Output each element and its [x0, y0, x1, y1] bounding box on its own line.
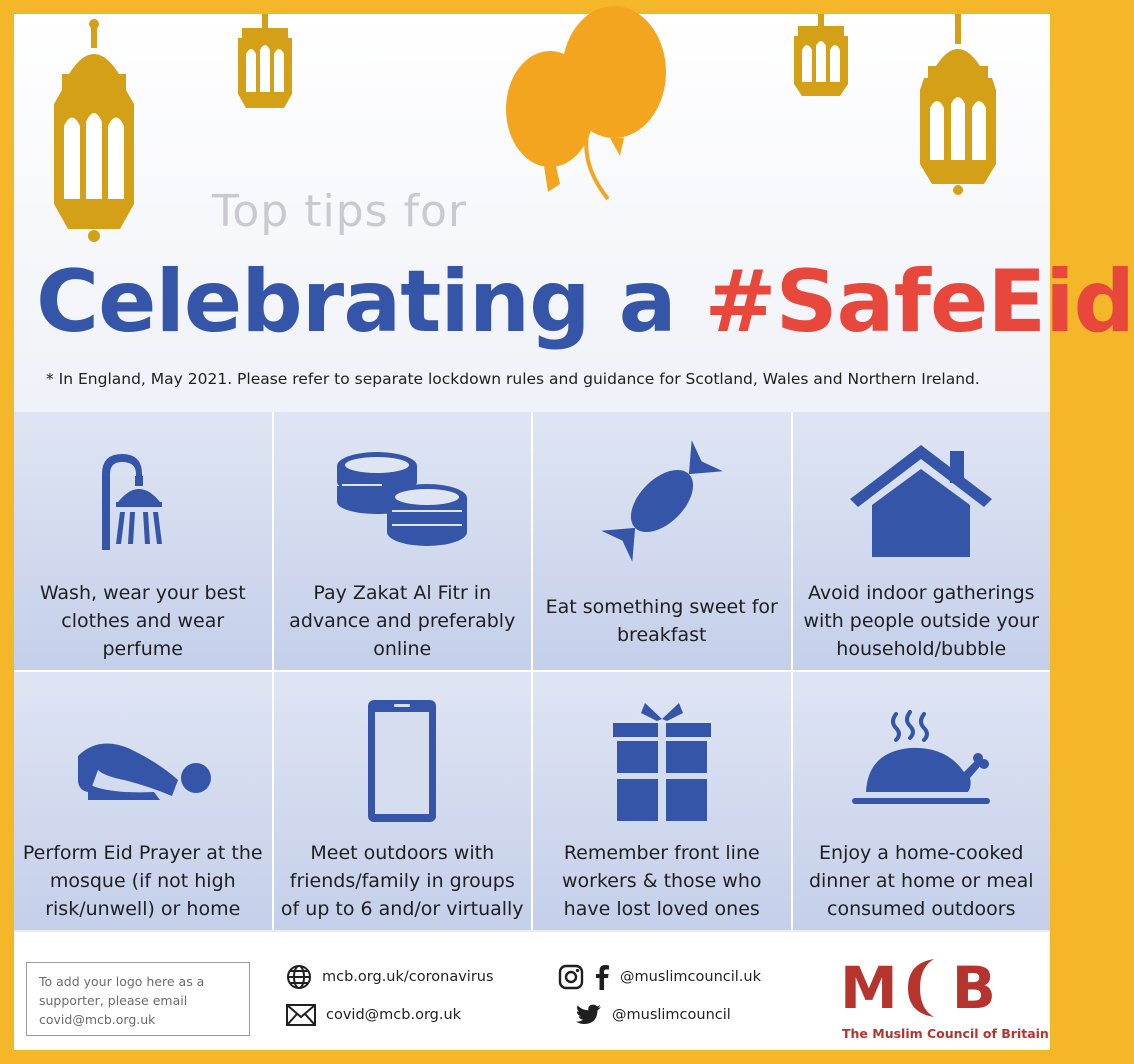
twitter-contact [576, 1004, 731, 1026]
tip-card [793, 672, 1051, 930]
tip-caption: Remember front line workers & those who have lost loved ones [561, 842, 762, 920]
tip-caption: Enjoy a home-cooked dinner at home or meal consumed outdoors [808, 842, 1034, 920]
tips-grid [14, 412, 1050, 930]
smartphone-icon [362, 696, 442, 826]
tip-card [14, 412, 272, 670]
social-contact [558, 964, 761, 990]
email-link[interactable]: covid@mcb.org.uk [326, 1007, 462, 1023]
globe-icon [286, 964, 312, 990]
mcb-logo [840, 954, 998, 1022]
tip-card [533, 672, 791, 930]
tip-caption: Perform Eid Prayer at the mosque (if not high risk/unwell) or home [22, 842, 263, 920]
tip-card [793, 412, 1051, 670]
tip-card [14, 672, 272, 930]
logo-placeholder: To add your logo here as a supporter, please email covid@mcb.org.uk [26, 962, 250, 1036]
tip-caption: Eat something sweet for breakfast [545, 596, 778, 646]
crescent-icon [900, 957, 952, 1019]
gift-icon [607, 699, 717, 823]
tip-caption: Avoid indoor gatherings with people outside your household/bubble [803, 582, 1040, 660]
disclaimer-note: * In England, May 2021. Please refer to separate lockdown rules and guidance for Scotland, Wales and Northern Ireland. [46, 370, 980, 388]
envelope-icon [286, 1004, 316, 1026]
tip-caption: Pay Zakat Al Fitr in advance and preferably online [289, 582, 516, 660]
house-icon [846, 441, 996, 561]
pretitle: Top tips for [212, 186, 468, 237]
website-link[interactable]: mcb.org.uk/coronavirus [322, 969, 494, 985]
prayer-icon [68, 706, 218, 816]
title-main: Celebrating a [36, 252, 705, 352]
mcb-logo-b: B [951, 954, 998, 1022]
page-title [36, 252, 1134, 352]
tip-card [533, 412, 791, 670]
instagram-icon[interactable] [558, 964, 584, 990]
email-contact [286, 1004, 461, 1026]
candy-icon [592, 431, 732, 571]
coins-icon [332, 446, 472, 556]
shower-icon [88, 446, 198, 556]
twitter-handle[interactable]: @muslimcouncil [612, 1007, 731, 1023]
facebook-icon[interactable] [594, 964, 610, 990]
lantern-icon [34, 14, 154, 244]
tip-card [274, 412, 532, 670]
tip-caption: Meet outdoors with friends/family in groups of up to 6 and/or virtually [280, 842, 524, 920]
twitter-icon[interactable] [576, 1004, 602, 1026]
website-contact [286, 964, 494, 990]
lantern-icon [230, 14, 300, 110]
social-handle[interactable]: @muslimcouncil.uk [620, 969, 761, 985]
footer [14, 932, 1050, 1050]
balloons-icon [500, 14, 676, 204]
tip-caption: Wash, wear your best clothes and wear perfume [39, 582, 246, 660]
poster [14, 14, 1134, 1050]
title-hashtag: #SafeEid [704, 252, 1134, 352]
lantern-icon [910, 14, 1006, 196]
tip-card [274, 672, 532, 930]
mcb-logo-m: M [840, 954, 900, 1022]
org-name: The Muslim Council of Britain [842, 1026, 1049, 1041]
lantern-icon [786, 14, 856, 98]
roast-dinner-icon [846, 706, 996, 816]
